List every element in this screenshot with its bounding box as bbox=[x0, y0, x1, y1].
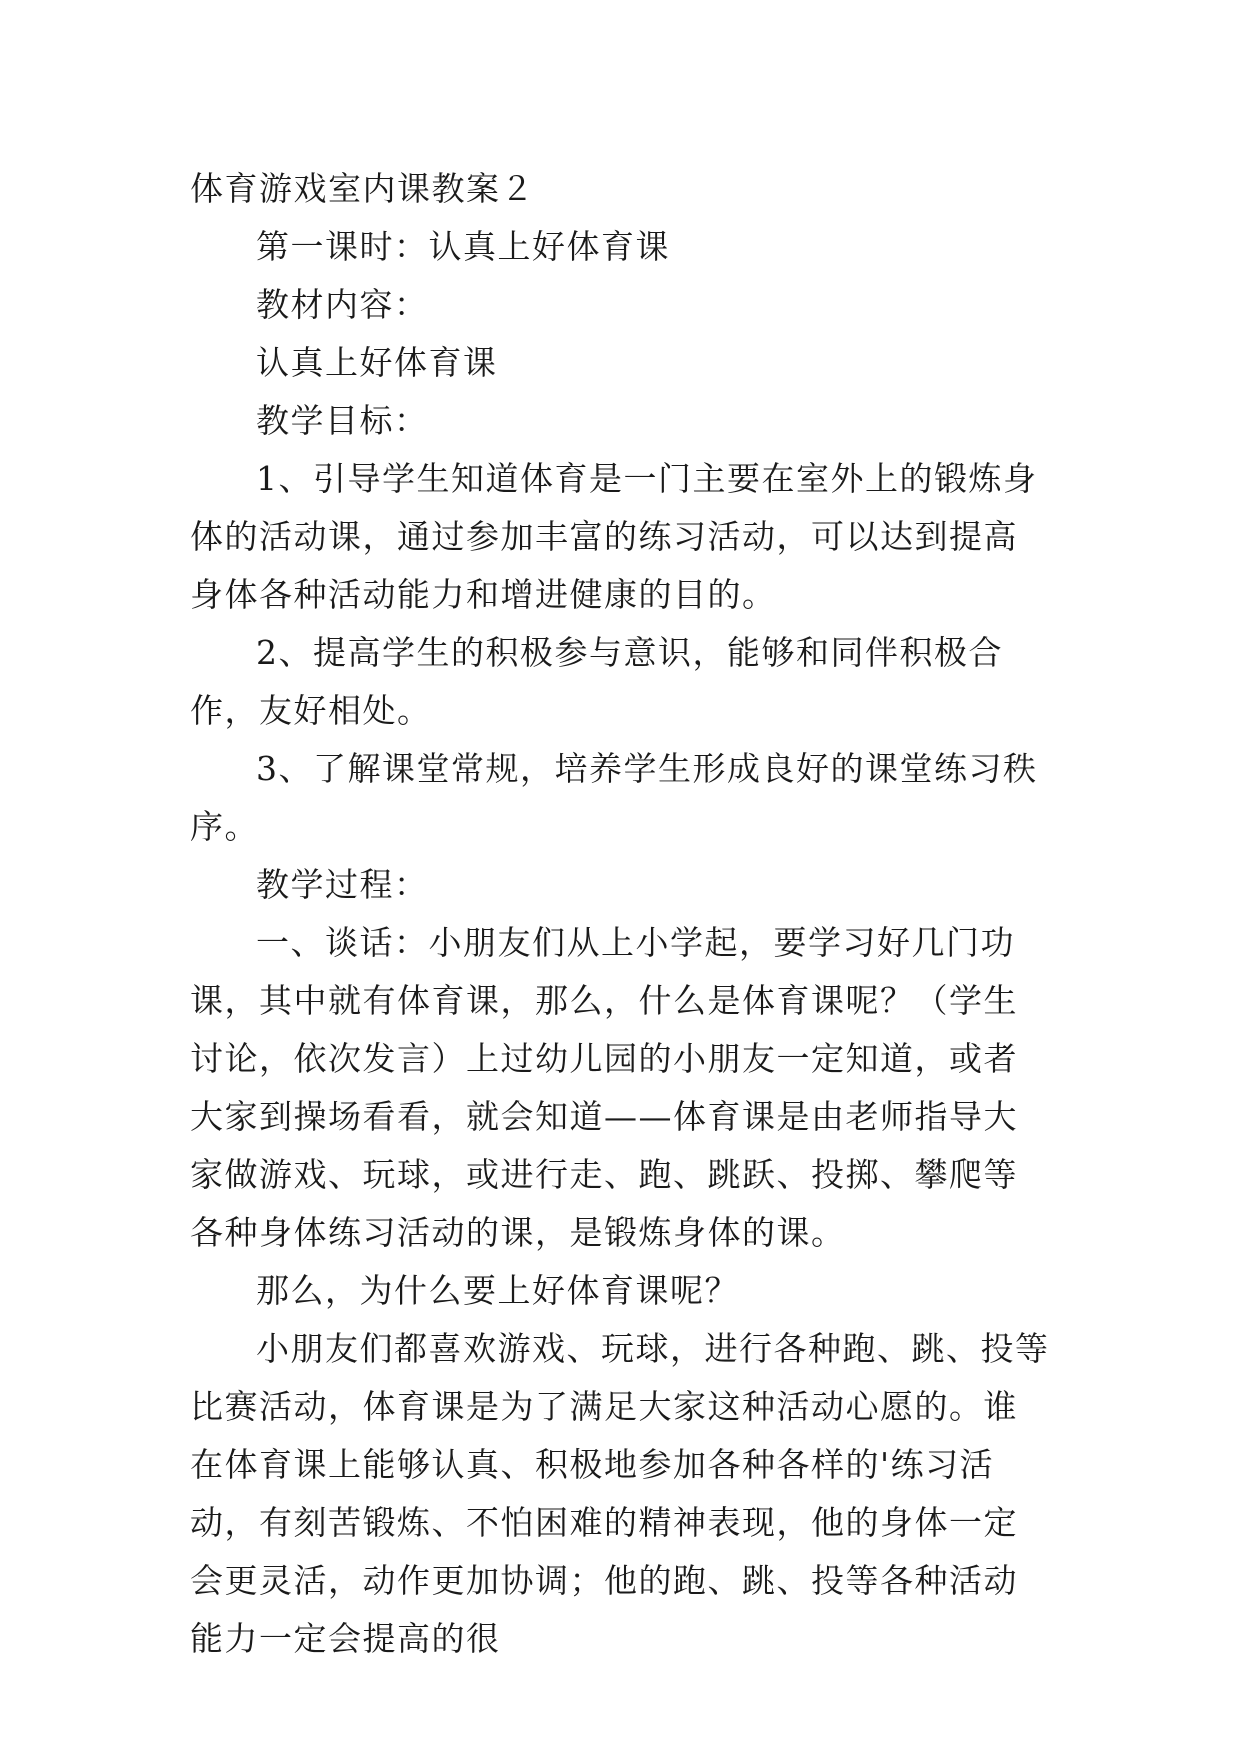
material-content: 认真上好体育课 bbox=[256, 343, 498, 382]
process-paragraph-1: 一、谈话：小朋友们从上小学起，要学习好几门功课，其中就有体育课，那么，什么是体育课呢？（学生讨论，依次发言）上过幼儿园的小朋友一定知道，或者大家到操场看看，就会知道——体育课是由老师指导大家做游戏、玩球，或进行走、跑、跳跃、投掷、攀爬等各种身体练习活动的课，是锻炼身体的课。 bbox=[190, 923, 1018, 1252]
section-label-objectives: 教学目标： bbox=[256, 401, 429, 440]
section-label-material: 教材内容： bbox=[256, 285, 429, 324]
objective-item-1: 1、引导学生知道体育是一门主要在室外上的锻炼身体的活动课，通过参加丰富的练习活动，可以达到提高身体各种活动能力和增进健康的目的。 bbox=[190, 459, 1038, 614]
section-label-process: 教学过程： bbox=[256, 865, 429, 904]
process-paragraph-2: 小朋友们都喜欢游戏、玩球，进行各种跑、跳、投等比赛活动，体育课是为了满足大家这种活动心愿的。谁在体育课上能够认真、积极地参加各种各样的'练习活动，有刻苦锻炼、不怕困难的精神表现，他的身体一定会更灵活，动作更加协调；他的跑、跳、投等各种活动能力一定会提高的很 bbox=[190, 1329, 1050, 1658]
objective-item-2: 2、提高学生的积极参与意识，能够和同伴积极合作，友好相处。 bbox=[190, 633, 1003, 730]
document-body bbox=[190, 160, 1050, 1668]
lesson-heading: 第一课时：认真上好体育课 bbox=[256, 227, 670, 266]
document-title: 体育游戏室内课教案２ bbox=[190, 169, 535, 208]
process-question: 那么，为什么要上好体育课呢？ bbox=[256, 1271, 739, 1310]
objective-item-3: 3、了解课堂常规，培养学生形成良好的课堂练习秩序。 bbox=[190, 749, 1038, 846]
